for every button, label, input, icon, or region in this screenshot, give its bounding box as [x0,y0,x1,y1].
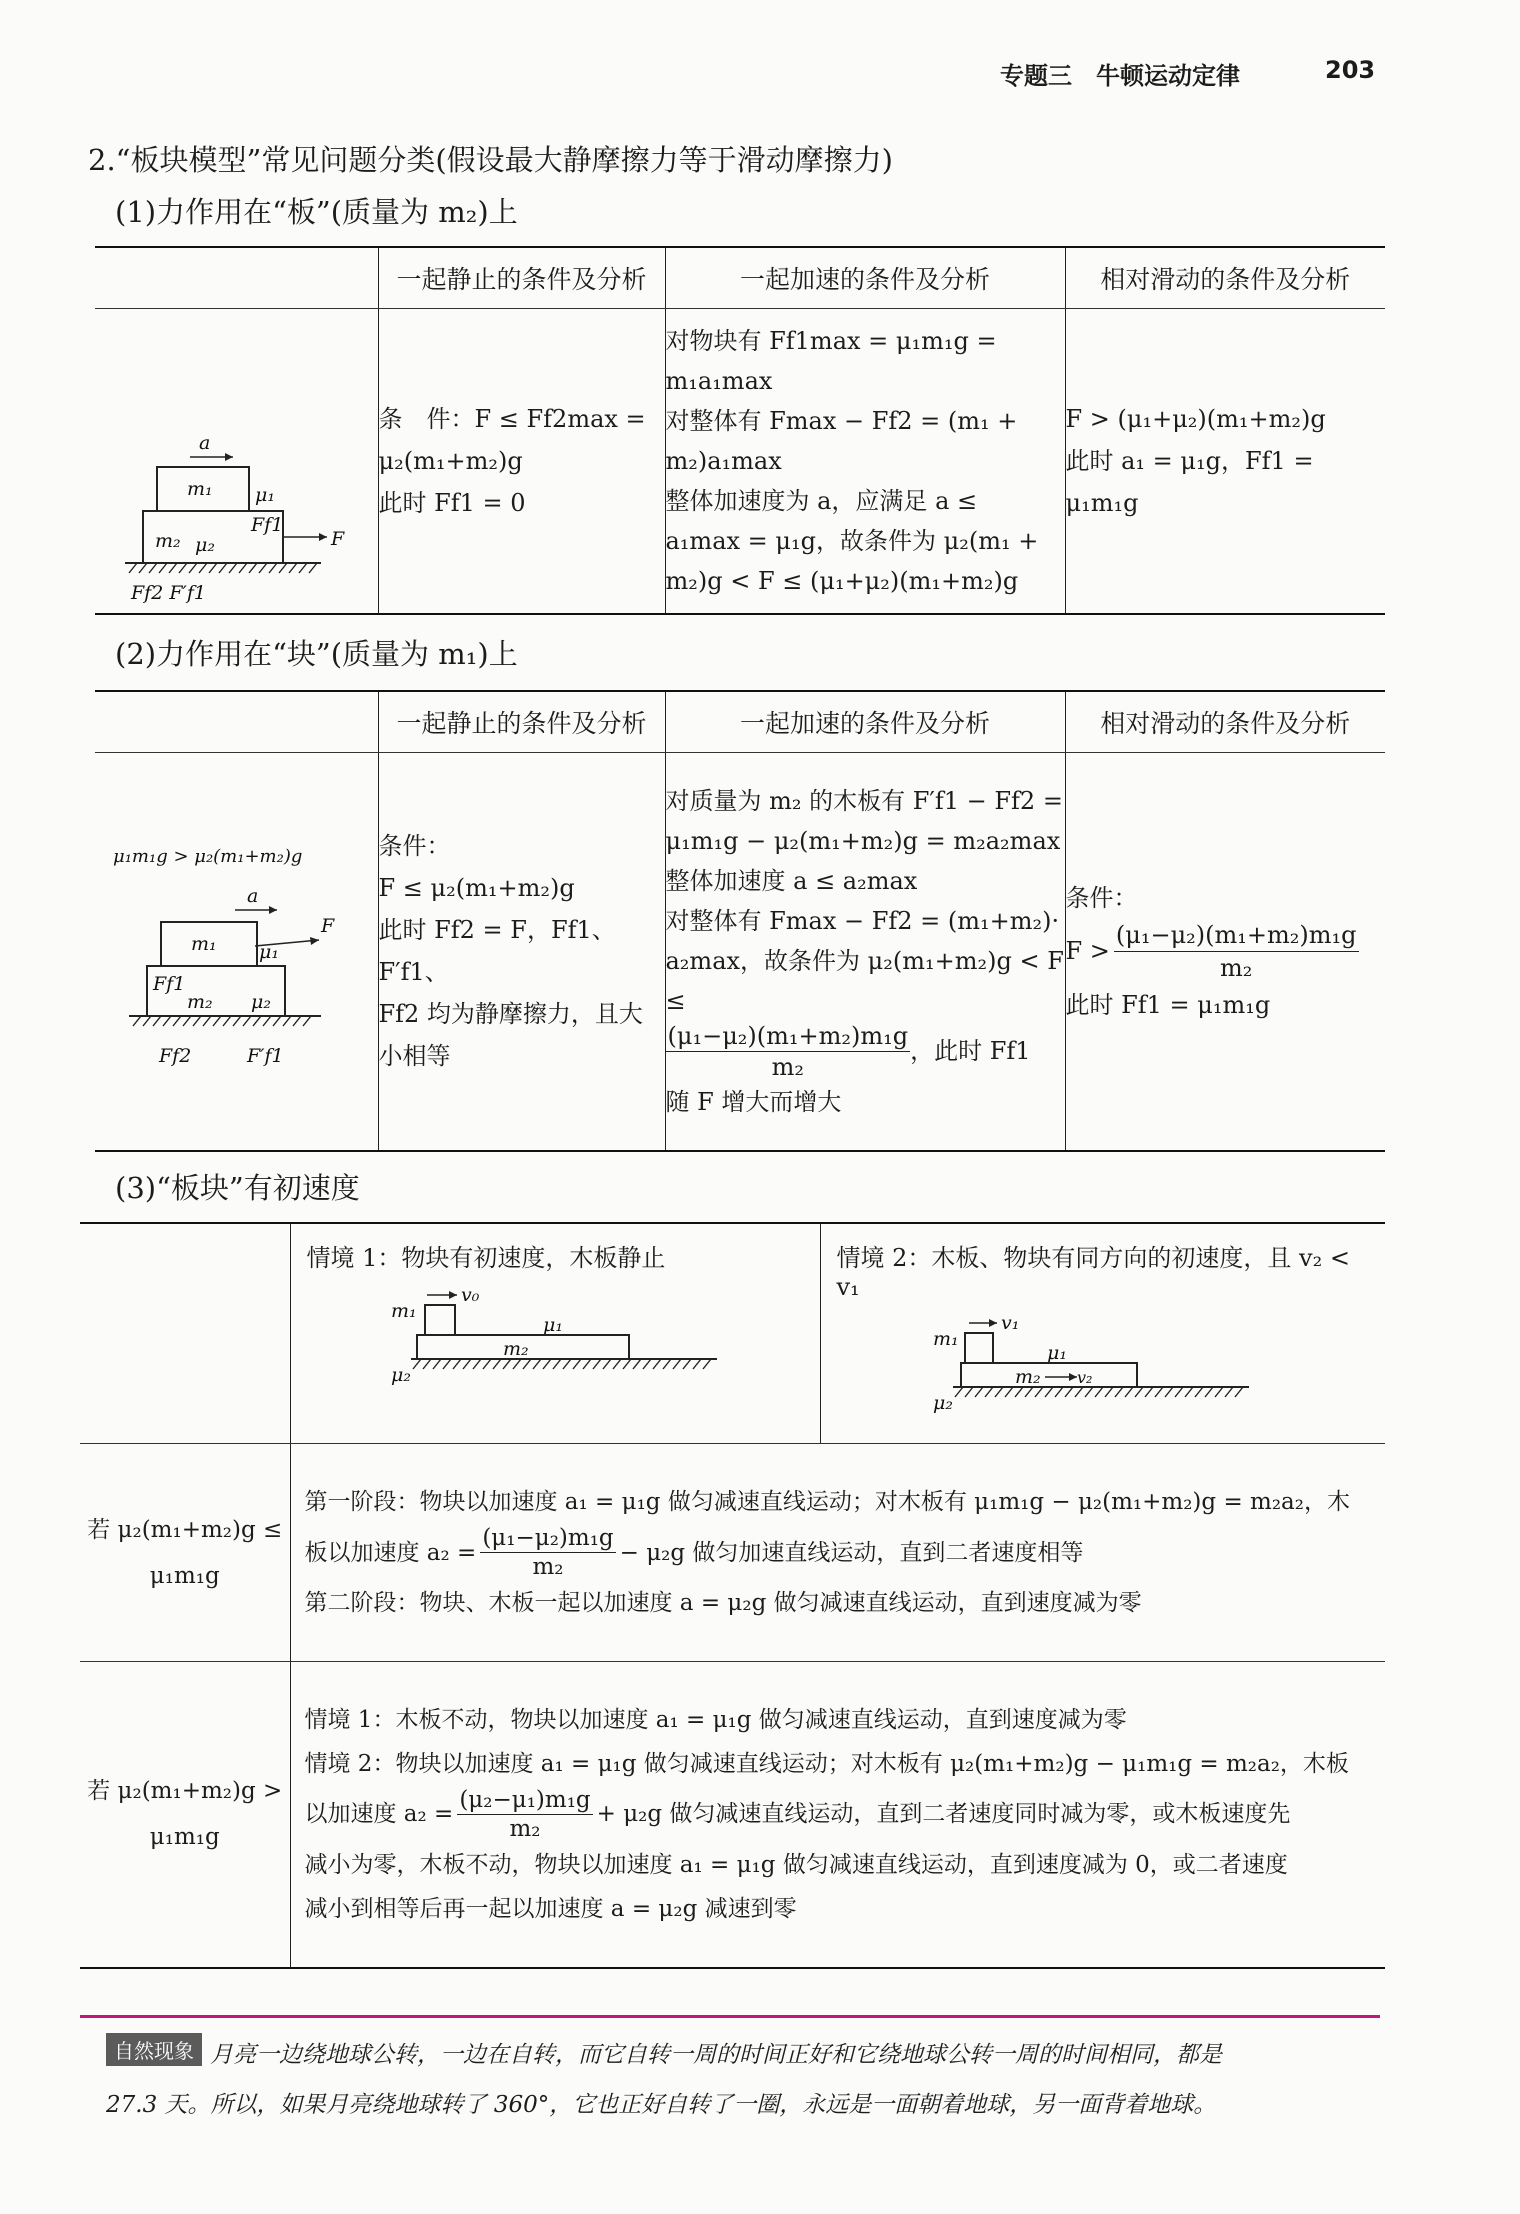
static-line: 条件： [378,832,451,861]
svg-text:a: a [247,885,259,908]
fraction [666,1021,911,1082]
table-header-row [95,247,1385,309]
svg-text:μ₂: μ₂ [390,1364,411,1386]
content-line: − μ₂g 做匀加速直线运动，直到二者速度相等 [619,1539,1084,1566]
svg-text:μ₂: μ₂ [251,991,271,1014]
chapter-title: 专题三 牛顿运动定律 [1000,62,1240,90]
accel-line: a₂max，故条件为 μ₂(m₁+m₂)g < F ≤ [665,946,1064,1015]
note-divider [80,2015,1380,2018]
section-title: 2.“板块模型”常见问题分类(假设最大静摩擦力等于滑动摩擦力) [88,143,893,177]
accel-line: m₂)g < F ≤ (μ₁+μ₂)(m₁+m₂)g [665,567,1019,595]
svg-text:m₂: m₂ [1014,1366,1041,1388]
svg-text:m₂: m₂ [502,1338,529,1360]
static-line: 条 件：F ≤ Ff2max = [378,405,646,433]
row1-condition: 若 μ₂(m₁+m₂)g ≤ μ₁m₁g [80,1444,290,1662]
slide-line: 此时 Ff1 = μ₁m₁g [1065,990,1271,1019]
accel-line: a₁max = μ₁g，故条件为 μ₂(m₁ + [665,527,1039,555]
case2-diagram [837,1305,1277,1425]
case2-cell [820,1223,1385,1444]
svg-text:Ff1: Ff1 [153,973,186,996]
svg-text:Ff2 F′f1: Ff2 F′f1 [131,582,206,604]
svg-text:μ₁: μ₁ [259,941,279,964]
svg-text:F: F [321,915,335,938]
part1-title: (1)力作用在“板”(质量为 m₂)上 [115,195,518,229]
content-line: 减小到相等后再一起以加速度 a = μ₂g 减速到零 [304,1895,797,1922]
static-cell [378,309,665,615]
svg-text:F′f1: F′f1 [247,1045,284,1068]
header-static: 一起静止的条件及分析 [378,691,665,753]
part3-table [80,1222,1385,1969]
fraction-denominator: m₂ [532,1554,564,1580]
fraction-numerator: (μ₁−μ₂)(m₁+m₂)m₁g [1114,919,1359,952]
content-line: 情境 2：物块以加速度 a₁ = μ₁g 做匀减速直线运动；对木板有 μ₂(m₁+m₂)g − μ₁m₁g = m₂a₂，木板 [304,1750,1349,1777]
svg-text:v₀: v₀ [460,1284,479,1306]
accel-line: 整体加速度为 a，应满足 a ≤ [665,487,978,515]
slide-line: F > [1065,937,1110,966]
static-line: 小相等 [378,1042,451,1071]
part2-table [95,690,1385,1152]
note-line: 27.3 天。所以，如果月亮绕地球转了 360°，它也正好自转了一圈，永远是一面朝着地球，另一面背着地球。 [106,2092,1217,2118]
accel-line: 对整体有 Fmax − Ff2 = (m₁ + [665,407,1018,435]
fraction-denominator: m₂ [1220,953,1253,982]
svg-text:m₁: m₁ [187,478,213,500]
content-line: 板以加速度 a₂ = [304,1539,477,1566]
svg-text:F: F [331,528,345,550]
row2-condition: 若 μ₂(m₁+m₂)g > μ₁m₁g [80,1662,290,1968]
accel-line: 对物块有 Ff1max = μ₁m₁g = m₁a₁max [665,327,997,395]
static-line: μ₂(m₁+m₂)g [378,447,523,475]
fraction [457,1786,592,1843]
static-line: 此时 Ff1 = 0 [378,489,526,517]
accel-line: 对质量为 m₂ 的木板有 F′f1 − Ff2 = [665,786,1063,815]
fraction-denominator: m₂ [771,1052,804,1081]
slide-cell [1065,309,1385,615]
content-line: 情境 1：木板不动，物块以加速度 a₁ = μ₁g 做匀减速直线运动，直到速度减为零 [304,1706,1127,1733]
svg-text:a: a [199,432,211,454]
case1-diagram [307,1277,727,1397]
accel-line: 对整体有 Fmax − Ff2 = (m₁+m₂)· [665,906,1060,935]
case2-title: 情境 2：木板、物块有同方向的初速度，且 v₂ < v₁ [836,1244,1350,1301]
part1-table [95,246,1385,615]
note-tag: 自然现象 [106,2033,202,2066]
svg-text:v₂: v₂ [1076,1368,1092,1387]
fraction-denominator: m₂ [509,1815,541,1842]
note-line: 月亮一边绕地球公转，一边在自转，而它自转一周的时间正好和它绕地球公转一周的时间相同，都是 [210,2042,1222,2068]
content-line: + μ₂g 做匀减速直线运动，直到二者速度同时减为零，或木板速度先 [596,1801,1291,1828]
table-header-row [95,691,1385,753]
diagram-cell [95,753,378,1151]
accel-line: 随 F 增大而增大 [665,1087,842,1116]
svg-text:Ff2: Ff2 [159,1045,192,1068]
accel-cell [665,309,1065,615]
svg-text:μ₁: μ₁ [542,1314,563,1336]
header-accel: 一起加速的条件及分析 [665,247,1065,309]
table-row [80,1662,1385,1968]
fraction-numerator: (μ₁−μ₂)m₁g [482,1525,614,1551]
table-header-row [80,1223,1385,1444]
case1-cell [290,1223,820,1444]
svg-text:m₁: m₁ [390,1300,417,1322]
svg-text:μ₁m₁g > μ₂(m₁+m₂)g: μ₁m₁g > μ₂(m₁+m₂)g [113,846,303,868]
row1-content [290,1444,1385,1662]
accel-line: ，此时 Ff1 [910,1037,1031,1066]
content-line: 第二阶段：物块、木板一起以加速度 a = μ₂g 做匀减速直线运动，直到速度减为零 [304,1590,1142,1616]
page-number: 203 [1325,56,1376,84]
case1-title: 情境 1：物块有初速度，木板静止 [306,1244,666,1272]
slide-cell [1065,753,1385,1151]
svg-text:μ₂: μ₂ [932,1392,953,1414]
board-force-diagram [95,309,378,609]
slide-line: 此时 a₁ = μ₁g，Ff1 = μ₁m₁g [1065,447,1314,517]
static-line: Ff2 均为静摩擦力，且大 [378,1000,643,1029]
svg-text:m₂: m₂ [187,991,213,1014]
accel-line: m₂)a₁max [665,447,782,475]
row2-content [290,1662,1385,1968]
accel-line: 整体加速度 a ≤ a₂max [665,866,918,895]
svg-text:m₁: m₁ [932,1328,959,1350]
diagram-cell [95,309,378,615]
header-static: 一起静止的条件及分析 [378,247,665,309]
svg-text:μ₂: μ₂ [195,534,215,556]
svg-text:m₁: m₁ [191,933,217,956]
accel-line: μ₁m₁g − μ₂(m₁+m₂)g = m₂a₂max [665,826,1061,855]
part3-title: (3)“板块”有初速度 [115,1171,360,1205]
slide-line: 条件： [1065,883,1138,912]
svg-text:μ₁: μ₁ [255,484,275,506]
fraction [480,1524,615,1581]
header-slide: 相对滑动的条件及分析 [1065,691,1385,753]
header-slide: 相对滑动的条件及分析 [1065,247,1385,309]
content-line: 以加速度 a₂ = [304,1801,454,1828]
table-row [95,753,1385,1151]
fraction [1114,919,1359,984]
fraction-numerator: (μ₁−μ₂)(m₁+m₂)m₁g [667,1021,909,1050]
svg-text:m₂: m₂ [155,530,181,552]
svg-text:v₁: v₁ [1000,1312,1019,1334]
block-force-diagram [95,754,378,1144]
static-line: 此时 Ff2 = F，Ff1、F′f1、 [378,916,616,987]
content-line: 第一阶段：物块以加速度 a₁ = μ₁g 做匀减速直线运动；对木板有 μ₁m₁g − μ₂(m₁+m₂)g = m₂a₂，木 [304,1489,1350,1515]
accel-cell [665,753,1065,1151]
part2-title: (2)力作用在“块”(质量为 m₁)上 [115,637,518,671]
header-accel: 一起加速的条件及分析 [665,691,1065,753]
svg-text:μ₁: μ₁ [1046,1342,1067,1364]
table-row [80,1444,1385,1662]
content-line: 减小为零，木板不动，物块以加速度 a₁ = μ₁g 做匀减速直线运动，直到速度减为 0，或二者速度 [304,1851,1288,1878]
static-line: F ≤ μ₂(m₁+m₂)g [378,874,575,903]
slide-line: F > (μ₁+μ₂)(m₁+m₂)g [1065,405,1326,433]
table-row [95,309,1385,615]
static-cell [378,753,665,1151]
svg-text:Ff1: Ff1 [251,514,284,536]
fraction-numerator: (μ₂−μ₁)m₁g [459,1786,591,1813]
